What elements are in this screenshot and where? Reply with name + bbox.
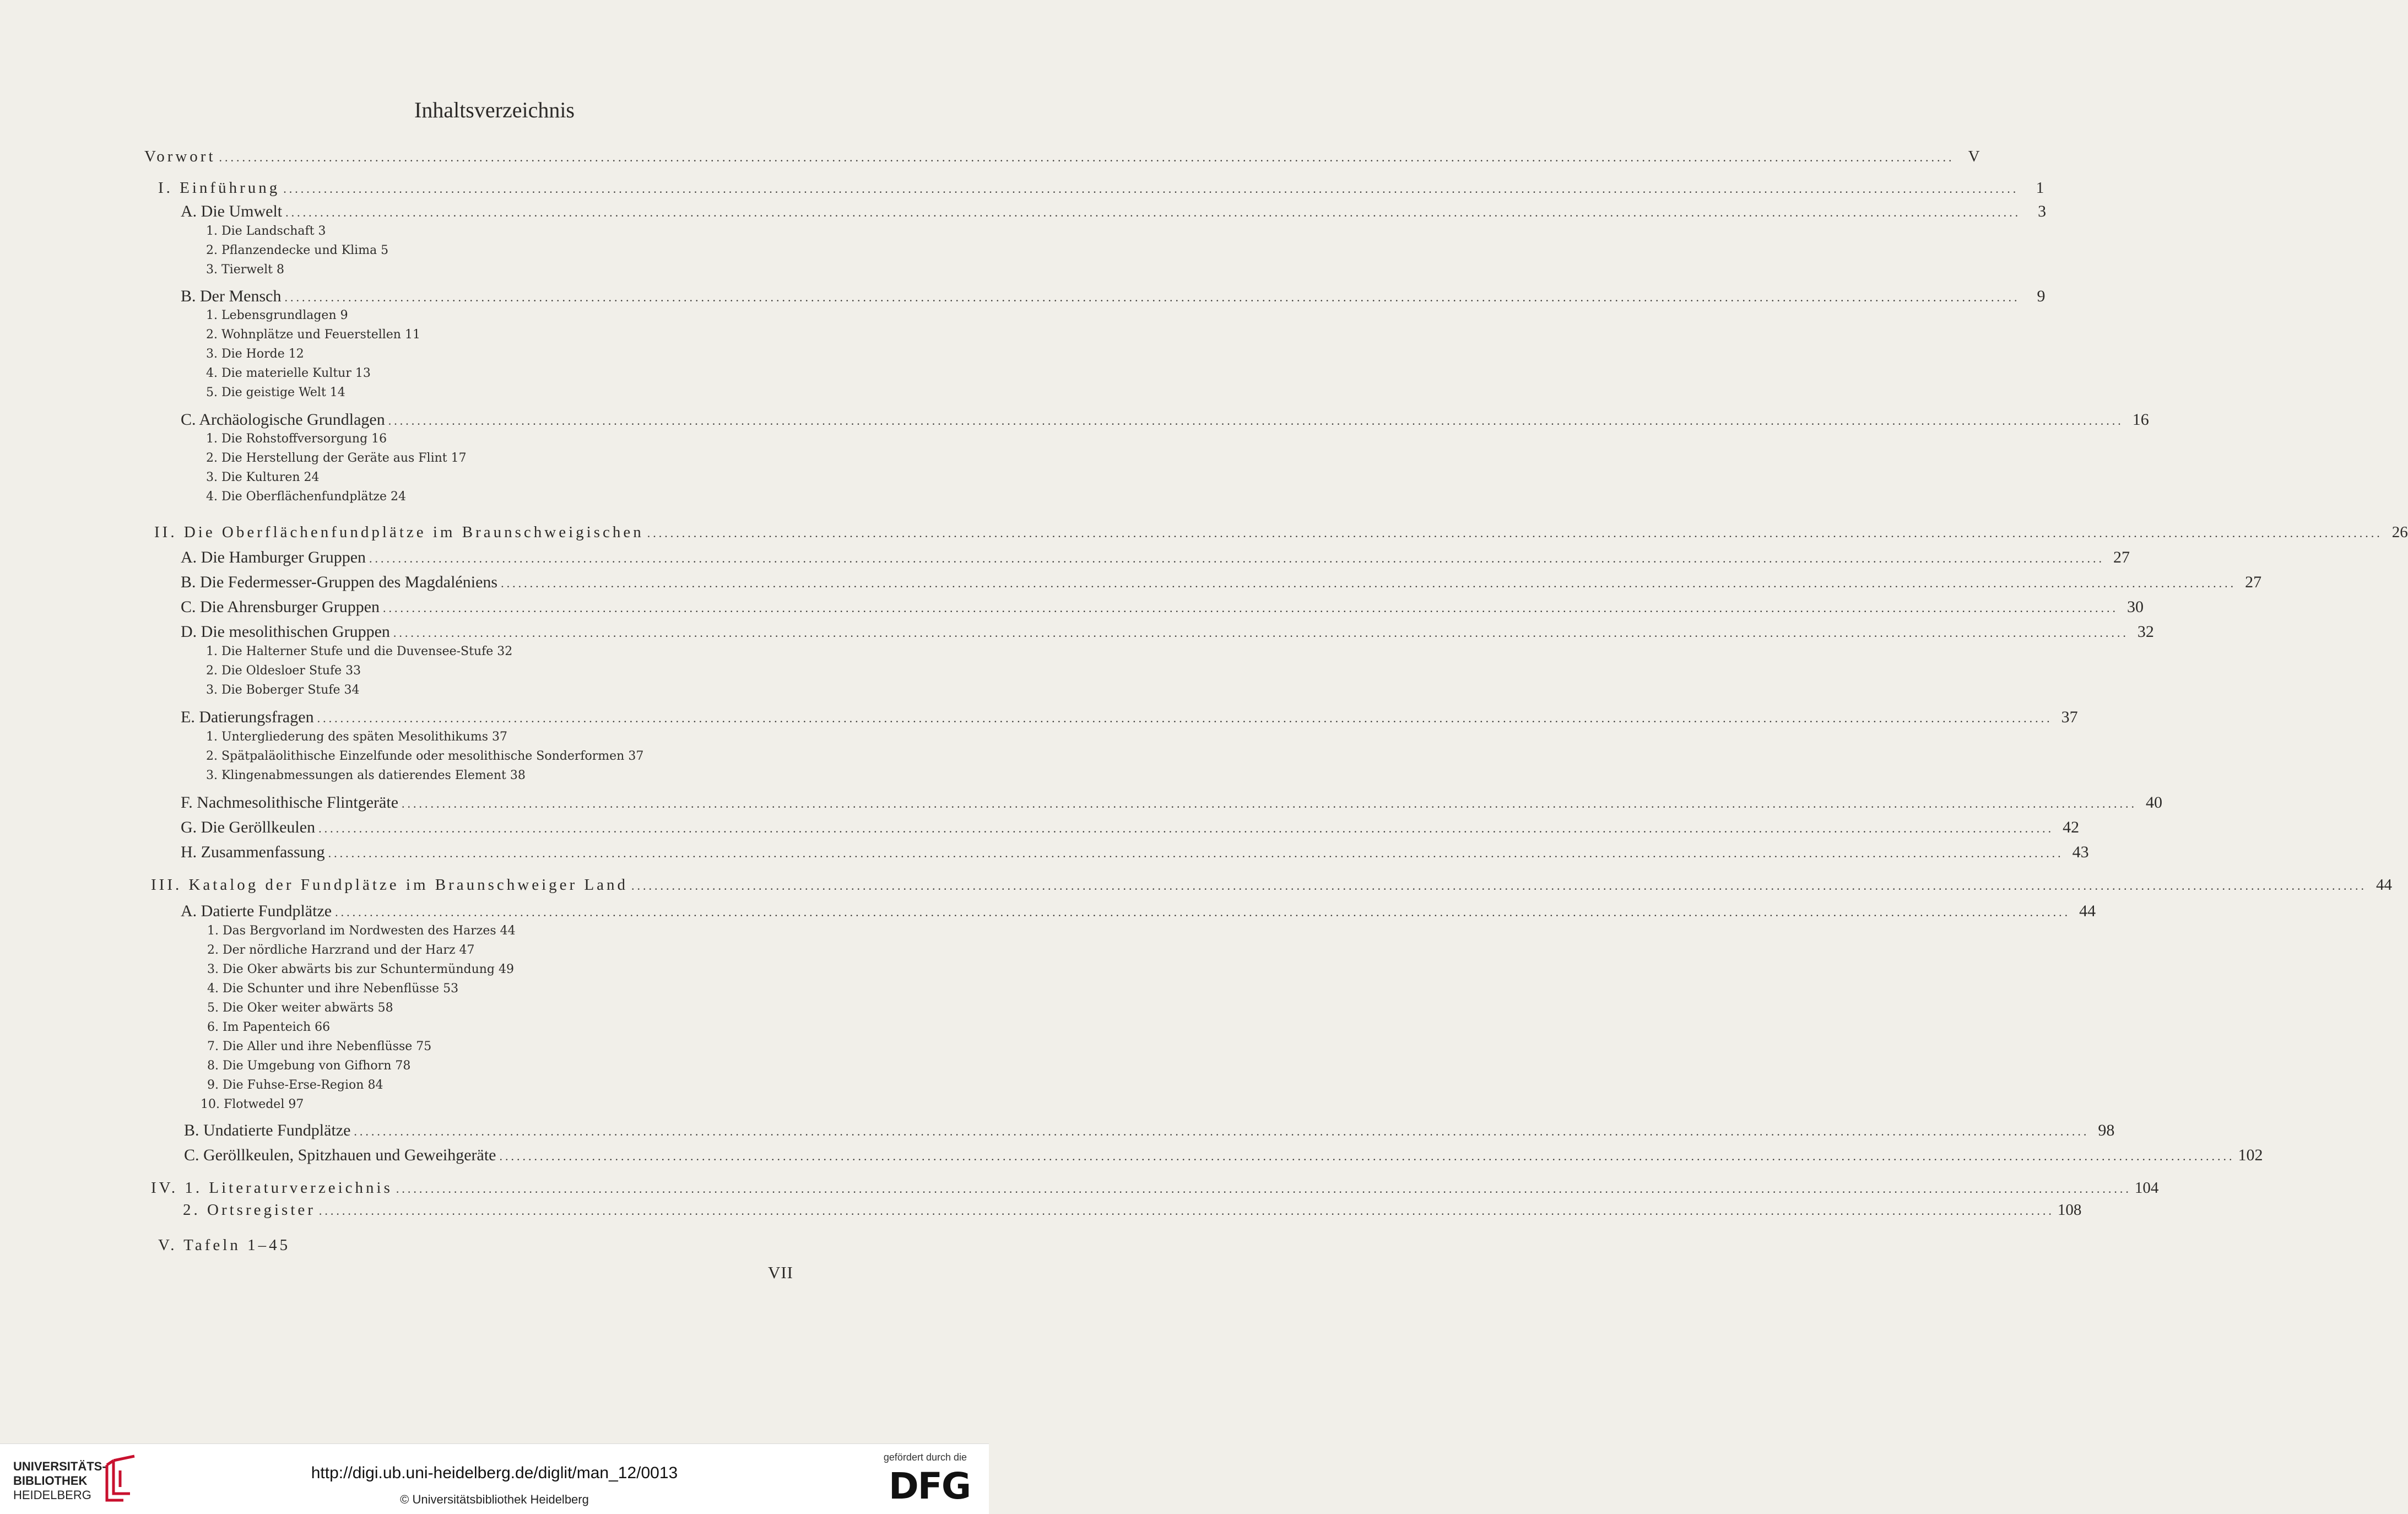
toc-entry-page: 1 — [2036, 179, 2044, 197]
toc-subentry: 8. Die Umgebung von Gifhorn 78 — [207, 1059, 411, 1073]
toc-entry-page: 30 — [2127, 598, 2144, 616]
toc-subentry: 3. Die Kulturen 24 — [206, 471, 320, 484]
toc-entry-page: 102 — [2238, 1146, 2263, 1164]
toc-subentry: 1. Die Halterner Stufe und die Duvensee-Stufe 32 — [206, 645, 513, 658]
dot-leader: ............................................................................................................................................................................................................................................................................................................ — [328, 846, 2064, 860]
dot-leader: ............................................................................................................................................................................................................................................................................................................ — [354, 1124, 2090, 1138]
toc-entry — [181, 818, 2080, 837]
toc-entry-label: F. Nachmesolithische Flintgeräte — [181, 793, 399, 812]
copyright-text: © Universitätsbibliothek Heidelberg — [400, 1493, 589, 1506]
toc-entry — [181, 902, 2096, 921]
dot-leader: ............................................................................................................................................................................................................................................................................................................ — [318, 1204, 2054, 1218]
toc-entry-label: 2. Ortsregister — [183, 1201, 316, 1219]
toc-entry — [181, 793, 2163, 812]
tafeln-label: V. Tafeln 1–45 — [158, 1236, 291, 1254]
toc-entry — [184, 1121, 2115, 1140]
toc-subentry: 4. Die Schunter und ihre Nebenflüsse 53 — [207, 982, 459, 996]
library-line-1: UNIVERSITÄTS- — [13, 1459, 106, 1473]
toc-entry-page: 104 — [2134, 1179, 2159, 1197]
dot-leader: ............................................................................................................................................................................................................................................................................................................ — [284, 290, 2020, 304]
toc-entry-label: H. Zusammenfassung — [181, 843, 325, 861]
toc-subentry: 1. Untergliederung des späten Mesolithikums 37 — [206, 730, 508, 744]
toc-entry — [151, 876, 2393, 894]
toc-entry-label: C. Archäologische Grundlagen — [181, 410, 385, 429]
toc-entry — [181, 548, 2130, 567]
toc-entry-label: A. Die Umwelt — [181, 202, 283, 220]
toc-entry — [158, 179, 2044, 197]
dot-leader: ............................................................................................................................................................................................................................................................................................................ — [285, 206, 2021, 219]
toc-entry-page: 9 — [2037, 287, 2046, 305]
toc-subentry: 3. Die Horde 12 — [206, 347, 304, 361]
toc-subentry: 2. Die Herstellung der Geräte aus Flint 17 — [206, 451, 467, 465]
toc-subentry: 3. Die Oker abwärts bis zur Schuntermündung 49 — [207, 963, 514, 976]
toc-subentry: 2. Der nördliche Harzrand und der Harz 47 — [207, 943, 475, 957]
toc-subentry: 1. Lebensgrundlagen 9 — [206, 309, 348, 322]
toc-entry-page: 42 — [2063, 818, 2080, 836]
toc-entry-label: III. Katalog der Fundplätze im Braunschweiger Land — [151, 876, 629, 894]
dot-leader: ............................................................................................................................................................................................................................................................................................................ — [388, 414, 2124, 428]
toc-entry-page: 108 — [2057, 1201, 2082, 1219]
toc-entry-label: B. Die Federmesser-Gruppen des Magdaléniens — [181, 573, 498, 591]
toc-entry — [151, 1179, 2159, 1197]
toc-entry — [181, 573, 2262, 592]
toc-entry-label: A. Die Hamburger Gruppen — [181, 548, 366, 566]
dot-leader: ............................................................................................................................................................................................................................................................................................................ — [396, 1182, 2131, 1196]
toc-subentry: 5. Die geistige Welt 14 — [206, 386, 345, 399]
toc-entry — [184, 1146, 2263, 1165]
funding-note: gefördert durch die — [883, 1452, 967, 1463]
toc-entry — [181, 202, 2047, 221]
toc-entry-page: 16 — [2132, 410, 2149, 429]
dot-leader: ............................................................................................................................................................................................................................................................................................................ — [335, 905, 2071, 919]
toc-entry-label: A. Datierte Fundplätze — [181, 902, 332, 920]
dot-leader: ............................................................................................................................................................................................................................................................................................................ — [501, 576, 2237, 590]
toc-entry-label: G. Die Geröllkeulen — [181, 818, 316, 836]
dot-leader: ............................................................................................................................................................................................................................................................................................................ — [219, 150, 1955, 164]
permalink[interactable]: http://digi.ub.uni-heidelberg.de/diglit/man_12/0013 — [311, 1464, 678, 1482]
toc-entry-label: C. Geröllkeulen, Spitzhauen und Geweihgeräte — [184, 1146, 496, 1164]
toc-entry — [181, 708, 2078, 727]
toc-subentry: 1. Das Bergvorland im Nordwesten des Harzes 44 — [207, 924, 516, 938]
toc-entry-page: 27 — [2245, 573, 2262, 591]
toc-subentry: 4. Die materielle Kultur 13 — [206, 366, 371, 380]
toc-subentry: 9. Die Fuhse-Erse-Region 84 — [207, 1078, 383, 1092]
toc-entry — [181, 287, 2046, 306]
toc-entry — [154, 523, 2408, 542]
toc-entry-label: I. Einführung — [158, 179, 280, 197]
toc-subentry: 1. Die Landschaft 3 — [206, 224, 326, 238]
toc-subentry: 3. Die Boberger Stufe 34 — [206, 683, 360, 697]
toc-entry-page: 43 — [2072, 843, 2089, 861]
toc-subentry: 4. Die Oberflächenfundplätze 24 — [206, 490, 407, 504]
toc-subentry: 10. Flotwedel 97 — [201, 1097, 304, 1111]
toc-entry-label: C. Die Ahrensburger Gruppen — [181, 598, 380, 616]
toc-entry-label: II. Die Oberflächenfundplätze im Braunschweigischen — [154, 523, 644, 541]
toc-entry-page: 26 — [2391, 523, 2408, 541]
toc-subentry: 2. Pflanzendecke und Klima 5 — [206, 244, 389, 257]
toc-entry-page: V — [1968, 148, 1980, 165]
toc-subentry: 5. Die Oker weiter abwärts 58 — [207, 1001, 393, 1015]
toc-subentry: 3. Klingenabmessungen als datierendes Element 38 — [206, 769, 526, 782]
dot-leader: ............................................................................................................................................................................................................................................................................................................ — [647, 526, 2383, 540]
toc-entry-tafeln — [158, 1236, 290, 1255]
toc-subentry: 3. Tierwelt 8 — [206, 263, 284, 277]
toc-subentry: 6. Im Papenteich 66 — [207, 1020, 331, 1034]
toc-entry-page: 37 — [2061, 708, 2078, 726]
library-line-2: BIBLIOTHEK — [13, 1474, 88, 1488]
toc-entry — [181, 598, 2144, 617]
toc-subentry: 1. Die Rohstoffversorgung 16 — [206, 432, 387, 446]
toc-subentry: 2. Die Oldesloer Stufe 33 — [206, 664, 361, 678]
toc-entry — [181, 843, 2089, 862]
toc-entry-page: 32 — [2137, 623, 2154, 641]
dot-leader: ............................................................................................................................................................................................................................................................................................................ — [283, 182, 2019, 196]
page-title: Inhaltsverzeichnis — [414, 98, 575, 122]
dot-leader: ............................................................................................................................................................................................................................................................................................................ — [499, 1149, 2235, 1163]
toc-entry-label: IV. 1. Literaturverzeichnis — [151, 1179, 393, 1197]
dot-leader: ............................................................................................................................................................................................................................................................................................................ — [393, 626, 2129, 640]
toc-entry-page: 98 — [2098, 1121, 2115, 1139]
toc-entry-page: 44 — [2376, 876, 2393, 894]
toc-entry-label: E. Datierungsfragen — [181, 708, 314, 726]
toc-entry-label: Vorwort — [144, 148, 216, 165]
toc-entry-page: 40 — [2146, 793, 2163, 812]
toc-entry-label: B. Der Mensch — [181, 287, 282, 305]
dot-leader: ............................................................................................................................................................................................................................................................................................................ — [369, 551, 2105, 565]
dot-leader: ............................................................................................................................................................................................................................................................................................................ — [383, 601, 2119, 615]
dot-leader: ............................................................................................................................................................................................................................................................................................................ — [318, 821, 2054, 835]
toc-entry-label: D. Die mesolithischen Gruppen — [181, 623, 390, 641]
toc-entry-label: B. Undatierte Fundplätze — [184, 1121, 351, 1139]
toc-entry-page: 27 — [2113, 548, 2130, 566]
dot-leader: ............................................................................................................................................................................................................................................................................................................ — [317, 711, 2053, 725]
toc-entry — [183, 1201, 2082, 1219]
dfg-logo: DFG — [888, 1465, 970, 1507]
toc-entry-page: 44 — [2079, 902, 2096, 920]
footer-bar — [0, 1443, 989, 1514]
page-number: VII — [767, 1263, 793, 1282]
toc-subentry: 2. Wohnplätze und Feuerstellen 11 — [206, 328, 420, 342]
toc-entry — [181, 623, 2154, 641]
dot-leader: ............................................................................................................................................................................................................................................................................................................ — [402, 797, 2138, 810]
toc-subentry: 7. Die Aller und ihre Nebenflüsse 75 — [207, 1040, 432, 1053]
library-line-3: HEIDELBERG — [13, 1488, 91, 1502]
toc-entry-page: 3 — [2038, 202, 2047, 220]
toc-subentry: 2. Spätpaläolithische Einzelfunde oder mesolithische Sonderformen 37 — [206, 749, 644, 763]
toc-entry — [144, 148, 1980, 166]
dot-leader: ............................................................................................................................................................................................................................................................................................................ — [631, 879, 2367, 893]
toc-entry — [181, 410, 2149, 429]
